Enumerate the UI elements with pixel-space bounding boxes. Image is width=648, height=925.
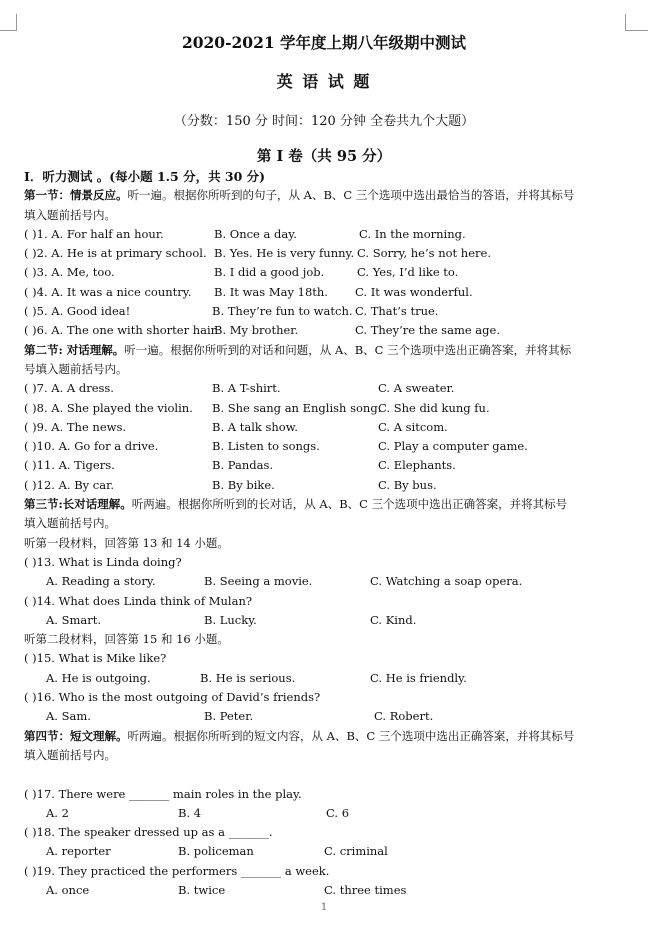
option-a: A. Me, too.	[51, 265, 115, 280]
option-b: B. A T-shirt.	[212, 381, 281, 396]
section1-instruction-a: 听一遍。根据你所听到的句子，从 A、B、C 三个选项中选出最恰当的答语，并将其标号	[127, 188, 575, 203]
option-b: B. She sang an English song.	[212, 400, 382, 415]
question-stem: ( )16. Who is the most outgoing of David’s friends?	[24, 690, 321, 705]
option-a: A. Tigers.	[58, 458, 115, 473]
option-b: B. A talk show.	[212, 419, 298, 434]
question-number[interactable]: ( )9.	[24, 419, 48, 434]
option-b: B. 4	[178, 805, 202, 820]
option-a: A. He is at primary school.	[51, 246, 207, 261]
option-a: A. The one with shorter hair.	[51, 323, 219, 338]
option-c: C. He is friendly.	[370, 670, 467, 685]
section2-label: 第二节: 对话理解。	[24, 342, 125, 357]
part1-heading-prefix: I．听力测试	[24, 169, 97, 184]
section1-label: 第一节：情景反应。	[24, 188, 128, 203]
option-c: C. A sitcom.	[378, 419, 448, 434]
section2-instruction-cont: 号填入题前括号内。	[24, 361, 128, 376]
section3-instruction-a: 听两遍。根据你所听到的长对话，从 A、B、C 三个选项中选出正确答案，并将其标号	[131, 497, 568, 512]
part1-heading	[24, 167, 630, 186]
question-number[interactable]: ( )3.	[24, 265, 48, 280]
section2-instruction-a: 听一遍。根据你所听到的对话和问题，从 A、B、C 三个选项中选出正确答案，并将其标	[124, 342, 572, 357]
section3-label: 第三节:长对话理解。	[24, 497, 132, 512]
question-stem: ( )15. What is Mike like?	[24, 651, 167, 666]
option-a: A. A dress.	[51, 381, 114, 396]
question-row	[24, 399, 630, 418]
option-c: C. Play a computer game.	[378, 439, 528, 454]
option-a: A. She played the violin.	[51, 400, 193, 415]
question-number[interactable]: ( )6.	[24, 323, 48, 338]
crop-mark-top-right	[625, 14, 648, 31]
option-c: C. 6	[326, 805, 350, 820]
option-a: A. The news.	[51, 419, 127, 434]
section1-instruction	[24, 186, 630, 205]
option-c: C. By bus.	[378, 477, 437, 492]
question-number[interactable]: ( )11.	[24, 458, 55, 473]
question-row	[24, 418, 630, 437]
question-options	[24, 707, 630, 726]
question-row	[24, 244, 630, 263]
material-2-note: 听第二段材料，回答第 15 和 16 小题。	[24, 632, 229, 647]
option-a: A. 2	[46, 805, 69, 820]
section4-instruction	[24, 727, 630, 746]
exam-content	[24, 167, 630, 900]
question-row	[24, 263, 630, 282]
question-row	[24, 456, 630, 475]
option-c: C. Watching a soap opera.	[370, 574, 523, 589]
option-c: C. In the morning.	[359, 226, 466, 241]
option-b: B. By bike.	[212, 477, 275, 492]
question-number[interactable]: ( )4.	[24, 284, 48, 299]
option-b: B. My brother.	[214, 323, 299, 338]
option-c: C. criminal	[324, 844, 388, 859]
crop-mark-top-left	[0, 14, 17, 31]
option-a: A. reporter	[46, 844, 111, 859]
question-stem: ( )17. There were _______ main roles in the play.	[24, 786, 302, 801]
page-number: 1	[320, 902, 328, 913]
question-number[interactable]: ( )10.	[24, 439, 55, 454]
exam-subtitle: 英 语 试 题	[276, 72, 372, 91]
option-b: B. They’re fun to watch.	[212, 304, 353, 319]
exam-title: 2020-2021 学年度上期八年级期中测试	[181, 33, 467, 52]
exam-info: （分数：150 分 时间：120 分钟 全卷共九个大题）	[173, 114, 475, 129]
option-a: A. By car.	[58, 477, 114, 492]
section3-instruction-cont: 填入题前括号内。	[24, 516, 116, 531]
option-c: C. They’re the same age.	[355, 323, 500, 338]
question-stem: ( )13. What is Linda doing?	[24, 554, 182, 569]
option-b: B. Lucky.	[204, 612, 257, 627]
option-a: A. Go for a drive.	[58, 439, 159, 454]
question-options	[24, 881, 630, 900]
question-stem: ( )14. What does Linda think of Mulan?	[24, 593, 253, 608]
question-number[interactable]: ( )2.	[24, 246, 48, 261]
option-b: B. Once a day.	[214, 226, 297, 241]
option-a: A. It was a nice country.	[51, 284, 192, 299]
option-c: C. Yes, I’d like to.	[357, 265, 459, 280]
section4-label: 第四节：短文理解。	[24, 728, 128, 743]
option-b: B. Peter.	[204, 709, 254, 724]
option-c: C. It was wonderful.	[355, 284, 473, 299]
section3-instruction	[24, 495, 630, 514]
option-b: B. Pandas.	[212, 458, 274, 473]
volume-heading: 第 I 卷（共 95 分）	[256, 148, 392, 165]
option-c: C. Robert.	[374, 709, 434, 724]
section2-instruction	[24, 341, 630, 360]
question-options	[24, 669, 630, 688]
question-row	[24, 302, 630, 321]
question-options	[24, 804, 630, 823]
question-options	[24, 842, 630, 861]
question-number[interactable]: ( )12.	[24, 477, 55, 492]
option-c: C. Sorry, he’s not here.	[357, 246, 491, 261]
question-number[interactable]: ( )8.	[24, 400, 48, 415]
question-stem: ( )19. They practiced the performers _______ a week.	[24, 863, 330, 878]
option-a: A. Sam.	[46, 709, 91, 724]
option-b: B. Yes. He is very funny.	[214, 246, 355, 261]
question-number[interactable]: ( )1.	[24, 226, 48, 241]
blank-line	[24, 765, 630, 784]
option-a: A. He is outgoing.	[46, 670, 151, 685]
option-a: A. Smart.	[46, 612, 102, 627]
material-1-note: 听第一段材料，回答第 13 和 14 小题。	[24, 535, 229, 550]
option-a: A. For half an hour.	[51, 226, 164, 241]
question-row	[24, 321, 630, 340]
part1-heading-note: 。(每小题 1.5 分，共 30 分)	[96, 169, 266, 184]
question-row	[24, 476, 630, 495]
option-a: A. Good idea!	[51, 304, 131, 319]
option-b: B. It was May 18th.	[214, 284, 328, 299]
option-c: C. A sweater.	[378, 381, 455, 396]
option-c: C. three times	[324, 882, 407, 897]
question-row	[24, 283, 630, 302]
option-c: C. That’s true.	[355, 304, 439, 319]
question-stem: ( )18. The speaker dressed up as a _______.	[24, 825, 273, 840]
option-b: B. policeman	[178, 844, 254, 859]
question-row	[24, 437, 630, 456]
section4-instruction-cont: 填入题前括号内。	[24, 747, 116, 762]
section1-instruction-cont: 填入题前括号内。	[24, 207, 116, 222]
option-b: B. I did a good job.	[214, 265, 325, 280]
option-c: C. She did kung fu.	[378, 400, 490, 415]
option-b: B. He is serious.	[200, 670, 296, 685]
option-c: C. Elephants.	[378, 458, 456, 473]
question-row	[24, 379, 630, 398]
question-row	[24, 225, 630, 244]
question-number[interactable]: ( )5.	[24, 304, 48, 319]
question-number[interactable]: ( )7.	[24, 381, 48, 396]
section4-instruction-a: 听两遍。根据你所听到的短文内容，从 A、B、C 三个选项中选出正确答案，并将其标号	[127, 728, 575, 743]
option-a: A. Reading a story.	[46, 574, 156, 589]
option-a: A. once	[46, 882, 90, 897]
option-c: C. Kind.	[370, 612, 417, 627]
question-options	[24, 572, 630, 591]
option-b: B. Seeing a movie.	[204, 574, 313, 589]
option-b: B. twice	[178, 882, 226, 897]
question-options	[24, 611, 630, 630]
option-b: B. Listen to songs.	[212, 439, 320, 454]
